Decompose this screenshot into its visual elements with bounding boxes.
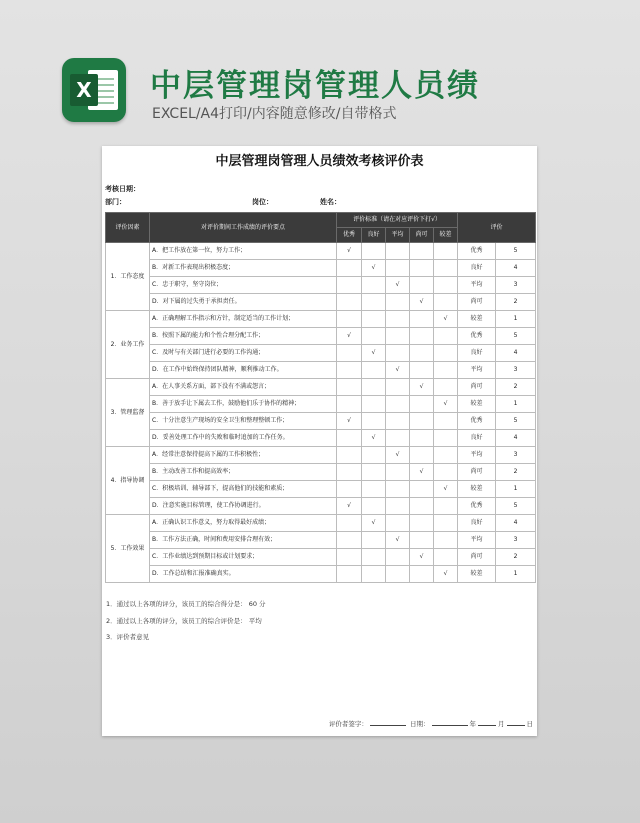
month-label: 月 bbox=[498, 720, 505, 728]
date-label: 考核日期： bbox=[105, 185, 140, 193]
level-checkbox-cell[interactable] bbox=[337, 396, 362, 413]
level-checkbox-cell[interactable] bbox=[434, 498, 458, 515]
level-checkbox-cell[interactable] bbox=[410, 260, 434, 277]
score-cell: 1 bbox=[496, 396, 536, 413]
criteria-cell: A．正确认识工作意义，努力取得最好成绩； bbox=[150, 515, 337, 532]
level-checkbox-cell[interactable] bbox=[434, 430, 458, 447]
header-criteria: 对评价期间工作成绩的评价要点 bbox=[150, 213, 337, 243]
level-checkbox-cell[interactable] bbox=[410, 396, 434, 413]
table-row bbox=[106, 260, 536, 277]
post-label: 岗位： bbox=[252, 198, 273, 206]
table-row bbox=[106, 464, 536, 481]
score-cell: 4 bbox=[496, 345, 536, 362]
score-cell: 4 bbox=[496, 515, 536, 532]
level-checkbox-cell[interactable] bbox=[410, 362, 434, 379]
score-cell: 1 bbox=[496, 566, 536, 583]
header-factor: 评价因素 bbox=[106, 213, 150, 243]
level-checkbox-cell[interactable]: √ bbox=[337, 328, 362, 345]
level-checkbox-cell[interactable]: √ bbox=[434, 481, 458, 498]
level-checkbox-cell[interactable]: √ bbox=[362, 430, 386, 447]
level-checkbox-cell[interactable] bbox=[386, 549, 410, 566]
level-checkbox-cell[interactable] bbox=[434, 464, 458, 481]
score-cell: 3 bbox=[496, 447, 536, 464]
grade-cell: 优秀 bbox=[458, 498, 496, 515]
grade-cell: 平均 bbox=[458, 447, 496, 464]
level-checkbox-cell[interactable] bbox=[386, 413, 410, 430]
level-checkbox-cell[interactable] bbox=[362, 379, 386, 396]
level-checkbox-cell[interactable] bbox=[410, 481, 434, 498]
criteria-cell: D．在工作中始终保持团队精神，顺利推动工作。 bbox=[150, 362, 337, 379]
header-level: 较差 bbox=[434, 228, 458, 243]
year-label: 年 bbox=[469, 720, 476, 728]
level-checkbox-cell[interactable] bbox=[362, 243, 386, 260]
criteria-cell: A．把工作放在第一位，努力工作； bbox=[150, 243, 337, 260]
score-cell: 2 bbox=[496, 549, 536, 566]
level-checkbox-cell[interactable]: √ bbox=[434, 566, 458, 583]
level-checkbox-cell[interactable] bbox=[410, 243, 434, 260]
header-standard: 评价标准（请在对应评价下打√） bbox=[337, 213, 458, 228]
header-level: 优秀 bbox=[337, 228, 362, 243]
level-checkbox-cell[interactable] bbox=[386, 498, 410, 515]
excel-x-letter: X bbox=[70, 74, 98, 106]
level-checkbox-cell[interactable] bbox=[337, 260, 362, 277]
criteria-cell: D．妥善处理工作中的失败和临时追加的工作任务。 bbox=[150, 430, 337, 447]
factor-cell: 3．管理监督 bbox=[106, 379, 150, 447]
table-row bbox=[106, 328, 536, 345]
level-checkbox-cell[interactable] bbox=[337, 481, 362, 498]
table-row bbox=[106, 311, 536, 328]
criteria-cell: B．善于放手让下属去工作，鼓励他们乐于协作的精神； bbox=[150, 396, 337, 413]
header-rating: 评价 bbox=[458, 213, 536, 243]
level-checkbox-cell[interactable]: √ bbox=[386, 362, 410, 379]
level-checkbox-cell[interactable] bbox=[434, 362, 458, 379]
evaluator-label: 评价者签字： bbox=[328, 720, 368, 728]
level-checkbox-cell[interactable] bbox=[337, 379, 362, 396]
level-checkbox-cell[interactable]: √ bbox=[410, 549, 434, 566]
score-cell: 3 bbox=[496, 362, 536, 379]
criteria-cell: C．十分注意生产现场的安全卫生和整理整顿工作； bbox=[150, 413, 337, 430]
table-row bbox=[106, 447, 536, 464]
level-checkbox-cell[interactable]: √ bbox=[386, 532, 410, 549]
level-checkbox-cell[interactable] bbox=[410, 413, 434, 430]
table-row bbox=[106, 515, 536, 532]
level-checkbox-cell[interactable] bbox=[362, 481, 386, 498]
level-checkbox-cell[interactable] bbox=[410, 345, 434, 362]
level-checkbox-cell[interactable] bbox=[386, 328, 410, 345]
evaluation-table bbox=[105, 212, 536, 583]
level-checkbox-cell[interactable]: √ bbox=[434, 396, 458, 413]
table-row bbox=[106, 413, 536, 430]
name-label: 姓名： bbox=[320, 198, 341, 206]
level-checkbox-cell[interactable] bbox=[362, 549, 386, 566]
grade-cell: 平均 bbox=[458, 532, 496, 549]
level-checkbox-cell[interactable] bbox=[410, 532, 434, 549]
score-cell: 5 bbox=[496, 413, 536, 430]
level-checkbox-cell[interactable] bbox=[337, 515, 362, 532]
level-checkbox-cell[interactable] bbox=[337, 532, 362, 549]
factor-cell: 2．业务工作 bbox=[106, 311, 150, 379]
table-row bbox=[106, 243, 536, 260]
grade-cell: 平均 bbox=[458, 362, 496, 379]
grade-cell: 良好 bbox=[458, 430, 496, 447]
header-level: 尚可 bbox=[410, 228, 434, 243]
criteria-cell: A．在人事关系方面，部下没有不满或怨言； bbox=[150, 379, 337, 396]
level-checkbox-cell[interactable] bbox=[386, 260, 410, 277]
level-checkbox-cell[interactable] bbox=[434, 345, 458, 362]
level-checkbox-cell[interactable] bbox=[410, 566, 434, 583]
level-checkbox-cell[interactable] bbox=[362, 311, 386, 328]
criteria-cell: D．对下属的过失勇于承担责任。 bbox=[150, 294, 337, 311]
level-checkbox-cell[interactable] bbox=[410, 515, 434, 532]
level-checkbox-cell[interactable] bbox=[434, 294, 458, 311]
table-row bbox=[106, 294, 536, 311]
score-cell: 3 bbox=[496, 532, 536, 549]
score-cell: 5 bbox=[496, 243, 536, 260]
criteria-cell: C．忠于职守，坚守岗位； bbox=[150, 277, 337, 294]
grade-cell: 尚可 bbox=[458, 294, 496, 311]
level-checkbox-cell[interactable]: √ bbox=[362, 260, 386, 277]
level-checkbox-cell[interactable] bbox=[434, 260, 458, 277]
level-checkbox-cell[interactable] bbox=[410, 277, 434, 294]
level-checkbox-cell[interactable] bbox=[386, 396, 410, 413]
level-checkbox-cell[interactable] bbox=[337, 566, 362, 583]
level-checkbox-cell[interactable] bbox=[386, 379, 410, 396]
score-cell: 2 bbox=[496, 464, 536, 481]
level-checkbox-cell[interactable] bbox=[434, 277, 458, 294]
level-checkbox-cell[interactable]: √ bbox=[362, 515, 386, 532]
criteria-cell: B．按照下属的能力和个性合理分配工作； bbox=[150, 328, 337, 345]
level-checkbox-cell[interactable] bbox=[337, 345, 362, 362]
header-level: 良好 bbox=[362, 228, 386, 243]
dept-label: 部门： bbox=[105, 198, 126, 206]
level-checkbox-cell[interactable] bbox=[386, 566, 410, 583]
level-checkbox-cell[interactable] bbox=[386, 294, 410, 311]
level-checkbox-cell[interactable] bbox=[337, 277, 362, 294]
level-checkbox-cell[interactable] bbox=[434, 549, 458, 566]
table-row bbox=[106, 362, 536, 379]
score-cell: 3 bbox=[496, 277, 536, 294]
criteria-cell: B．工作方法正确，时间和费用安排合理有效； bbox=[150, 532, 337, 549]
grade-cell: 良好 bbox=[458, 345, 496, 362]
level-checkbox-cell[interactable] bbox=[386, 345, 410, 362]
header-level: 平均 bbox=[386, 228, 410, 243]
level-checkbox-cell[interactable]: √ bbox=[386, 447, 410, 464]
level-checkbox-cell[interactable] bbox=[337, 464, 362, 481]
level-checkbox-cell[interactable] bbox=[362, 464, 386, 481]
grade-cell: 良好 bbox=[458, 515, 496, 532]
level-checkbox-cell[interactable] bbox=[434, 413, 458, 430]
level-checkbox-cell[interactable] bbox=[410, 498, 434, 515]
grade-cell: 较差 bbox=[458, 481, 496, 498]
level-checkbox-cell[interactable]: √ bbox=[337, 413, 362, 430]
score-cell: 1 bbox=[496, 481, 536, 498]
note-opinion: 3．评价者意见 bbox=[106, 633, 150, 641]
table-row bbox=[106, 481, 536, 498]
level-checkbox-cell[interactable] bbox=[362, 413, 386, 430]
level-checkbox-cell[interactable] bbox=[362, 566, 386, 583]
signature-line bbox=[329, 719, 533, 728]
criteria-cell: B．主动改善工作和提高效率； bbox=[150, 464, 337, 481]
score-cell: 4 bbox=[496, 260, 536, 277]
table-row bbox=[106, 430, 536, 447]
level-checkbox-cell[interactable] bbox=[362, 532, 386, 549]
level-checkbox-cell[interactable]: √ bbox=[386, 277, 410, 294]
level-checkbox-cell[interactable] bbox=[386, 515, 410, 532]
table-row bbox=[106, 498, 536, 515]
grade-cell: 较差 bbox=[458, 311, 496, 328]
level-checkbox-cell[interactable] bbox=[434, 515, 458, 532]
level-checkbox-cell[interactable] bbox=[337, 447, 362, 464]
level-checkbox-cell[interactable] bbox=[362, 362, 386, 379]
level-checkbox-cell[interactable] bbox=[337, 362, 362, 379]
level-checkbox-cell[interactable] bbox=[337, 311, 362, 328]
level-checkbox-cell[interactable] bbox=[386, 430, 410, 447]
grade-cell: 优秀 bbox=[458, 243, 496, 260]
level-checkbox-cell[interactable] bbox=[410, 311, 434, 328]
level-checkbox-cell[interactable] bbox=[362, 396, 386, 413]
level-checkbox-cell[interactable] bbox=[337, 549, 362, 566]
level-checkbox-cell[interactable] bbox=[410, 447, 434, 464]
grade-cell: 平均 bbox=[458, 277, 496, 294]
level-checkbox-cell[interactable] bbox=[386, 311, 410, 328]
grade-cell: 良好 bbox=[458, 260, 496, 277]
grade-cell: 尚可 bbox=[458, 464, 496, 481]
level-checkbox-cell[interactable] bbox=[362, 498, 386, 515]
document-page bbox=[102, 146, 537, 736]
level-checkbox-cell[interactable] bbox=[362, 294, 386, 311]
table-row bbox=[106, 532, 536, 549]
level-checkbox-cell[interactable]: √ bbox=[410, 294, 434, 311]
excel-logo-icon bbox=[62, 58, 126, 122]
criteria-cell: D．注意实施目标管理，使工作协调进行。 bbox=[150, 498, 337, 515]
level-checkbox-cell[interactable] bbox=[434, 447, 458, 464]
table-row bbox=[106, 379, 536, 396]
level-checkbox-cell[interactable] bbox=[386, 464, 410, 481]
level-checkbox-cell[interactable] bbox=[434, 379, 458, 396]
level-checkbox-cell[interactable] bbox=[386, 243, 410, 260]
hero-subtitle: EXCEL/A4打印/内容随意修改/自带格式 bbox=[152, 106, 397, 122]
level-checkbox-cell[interactable] bbox=[410, 430, 434, 447]
criteria-cell: A．经常注意保持提高下属的工作积极性； bbox=[150, 447, 337, 464]
level-checkbox-cell[interactable] bbox=[362, 447, 386, 464]
level-checkbox-cell[interactable]: √ bbox=[337, 498, 362, 515]
note-evaluation: 2．通过以上各项的评分，该员工的综合评价是： 平均 bbox=[106, 617, 262, 625]
level-checkbox-cell[interactable]: √ bbox=[337, 243, 362, 260]
grade-cell: 尚可 bbox=[458, 549, 496, 566]
level-checkbox-cell[interactable] bbox=[362, 277, 386, 294]
level-checkbox-cell[interactable]: √ bbox=[434, 311, 458, 328]
level-checkbox-cell[interactable] bbox=[434, 328, 458, 345]
criteria-cell: B．对新工作表现出积极态度； bbox=[150, 260, 337, 277]
score-cell: 2 bbox=[496, 379, 536, 396]
table-row bbox=[106, 549, 536, 566]
criteria-cell: C．工作业绩达到预期目标或计划要求； bbox=[150, 549, 337, 566]
hero-title: 中层管理岗管理人员绩 bbox=[150, 68, 480, 104]
factor-cell: 1．工作态度 bbox=[106, 243, 150, 311]
grade-cell: 较差 bbox=[458, 396, 496, 413]
level-checkbox-cell[interactable] bbox=[410, 328, 434, 345]
grade-cell: 较差 bbox=[458, 566, 496, 583]
level-checkbox-cell[interactable] bbox=[362, 328, 386, 345]
document-title: 中层管理岗管理人员绩效考核评价表 bbox=[215, 154, 424, 169]
score-cell: 5 bbox=[496, 498, 536, 515]
grade-cell: 优秀 bbox=[458, 413, 496, 430]
level-checkbox-cell[interactable]: √ bbox=[410, 379, 434, 396]
level-checkbox-cell[interactable] bbox=[434, 532, 458, 549]
level-checkbox-cell[interactable]: √ bbox=[362, 345, 386, 362]
table-row bbox=[106, 396, 536, 413]
score-cell: 2 bbox=[496, 294, 536, 311]
note-score: 1．通过以上各项的评分，该员工的综合得分是： 60 分 bbox=[106, 600, 266, 608]
score-cell: 5 bbox=[496, 328, 536, 345]
level-checkbox-cell[interactable] bbox=[386, 481, 410, 498]
criteria-cell: A．正确理解工作指示和方针，制定适当的工作计划； bbox=[150, 311, 337, 328]
criteria-cell: C．积极培训、辅导部下，提高他们的技能和素质； bbox=[150, 481, 337, 498]
grade-cell: 优秀 bbox=[458, 328, 496, 345]
grade-cell: 尚可 bbox=[458, 379, 496, 396]
day-label: 日 bbox=[526, 720, 533, 728]
level-checkbox-cell[interactable] bbox=[434, 243, 458, 260]
date-sign-label: 日期： bbox=[410, 720, 430, 728]
table-row bbox=[106, 345, 536, 362]
factor-cell: 4．指导协调 bbox=[106, 447, 150, 515]
score-cell: 1 bbox=[496, 311, 536, 328]
criteria-cell: D．工作总结和汇报准确真实。 bbox=[150, 566, 337, 583]
score-cell: 4 bbox=[496, 430, 536, 447]
level-checkbox-cell[interactable] bbox=[337, 430, 362, 447]
factor-cell: 5．工作效果 bbox=[106, 515, 150, 583]
table-row bbox=[106, 566, 536, 583]
level-checkbox-cell[interactable]: √ bbox=[410, 464, 434, 481]
table-row bbox=[106, 277, 536, 294]
level-checkbox-cell[interactable] bbox=[337, 294, 362, 311]
criteria-cell: C．及时与有关部门进行必要的工作沟通； bbox=[150, 345, 337, 362]
